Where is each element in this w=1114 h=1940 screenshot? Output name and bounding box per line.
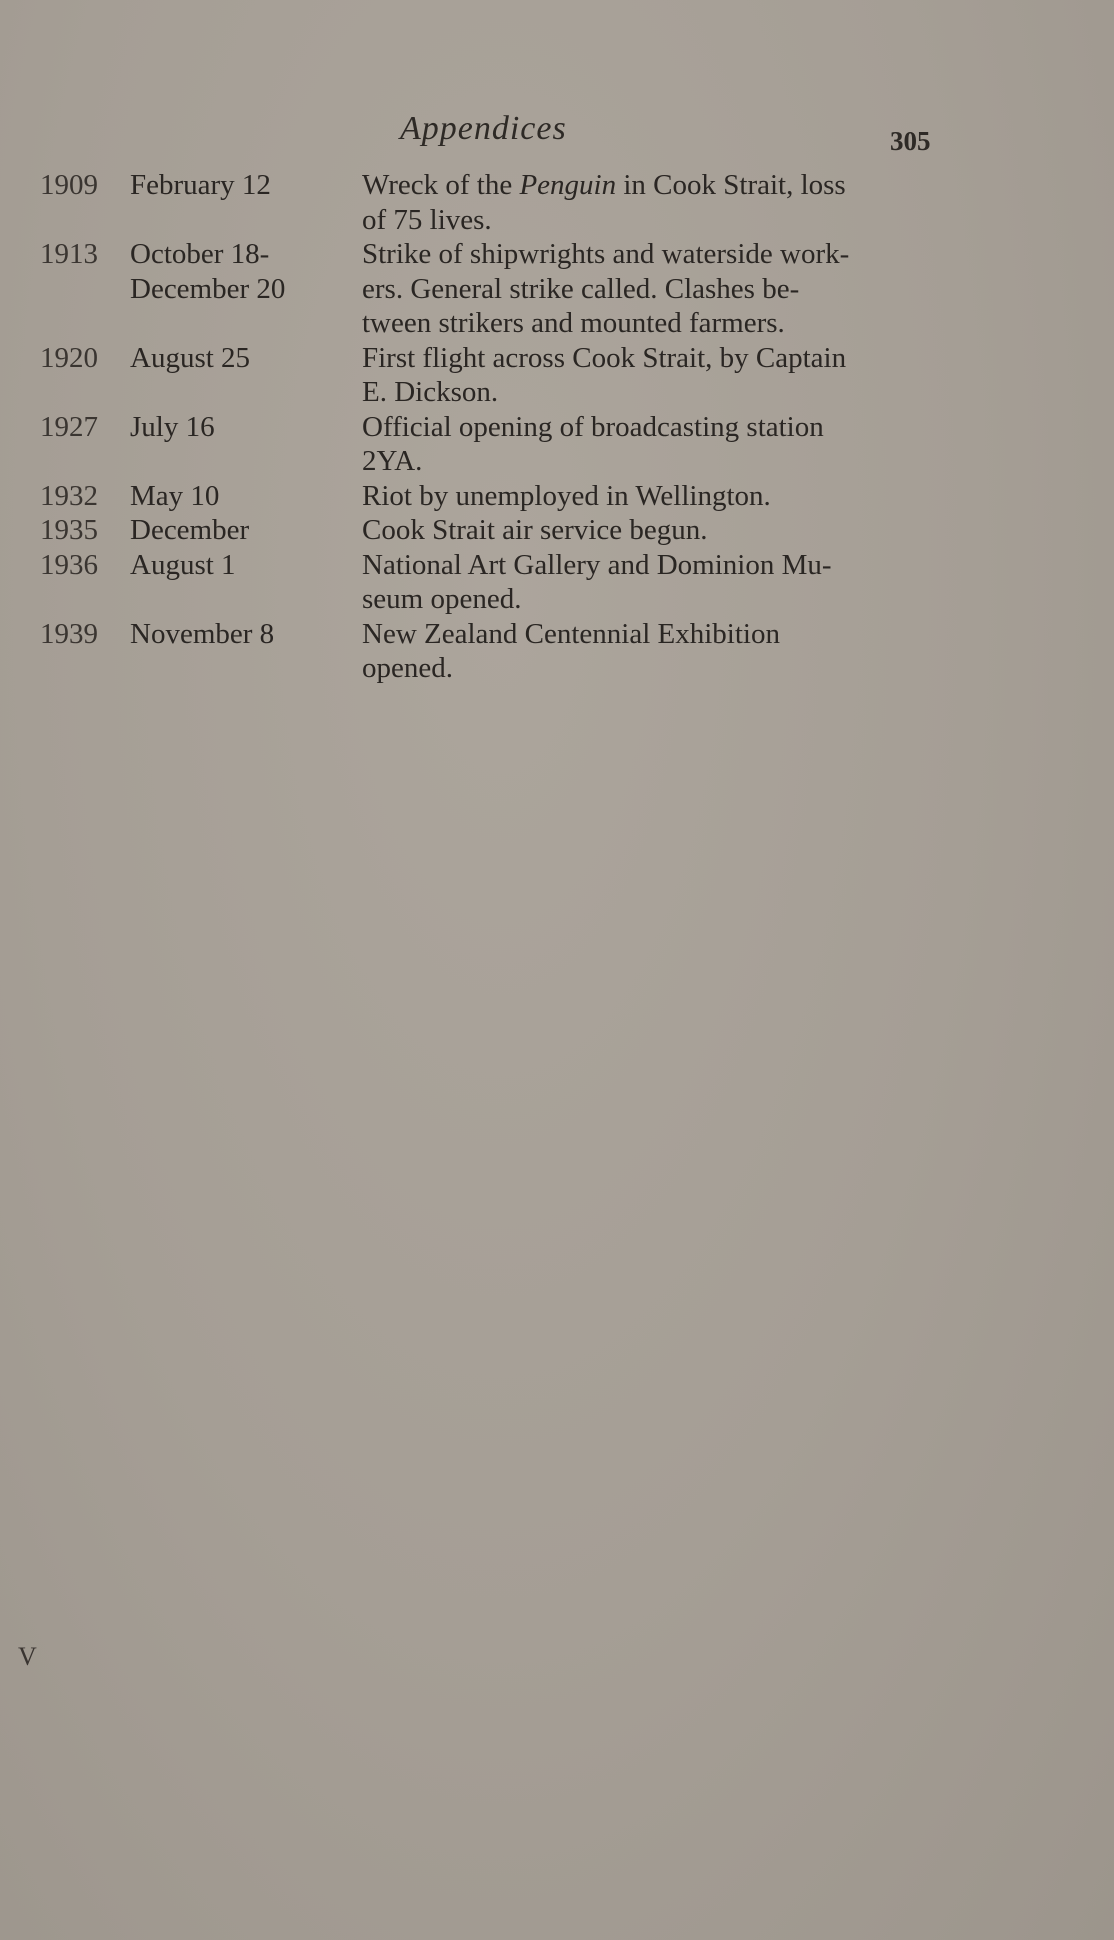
event-line: Cook Strait air service begun. [362, 514, 708, 546]
entry-event [362, 479, 922, 514]
date-line: December [130, 514, 250, 546]
entry-date [130, 168, 362, 203]
event-line: Official opening of broadcasting station [362, 410, 824, 443]
entry-event [362, 341, 922, 410]
chronology-entry [40, 548, 940, 617]
event-line: National Art Gallery and Dominion Mu- [362, 548, 832, 581]
chronology-entry [40, 513, 940, 548]
entry-year: 1913 [40, 238, 98, 270]
entry-event [362, 168, 922, 237]
chronology-table [40, 168, 940, 686]
event-line: 2YA. [362, 445, 423, 477]
date-line: November 8 [130, 617, 275, 650]
entry-event [362, 513, 922, 548]
event-line: tween strikers and mounted farmers. [362, 307, 785, 339]
event-line: New Zealand Centennial Exhibition [362, 617, 780, 650]
date-line: August 1 [130, 548, 236, 581]
chronology-entry [40, 410, 940, 479]
entry-event [362, 410, 922, 479]
entry-year: 1920 [40, 341, 98, 374]
entry-date [130, 410, 362, 445]
entry-year: 1932 [40, 479, 98, 512]
running-head: Appendices [400, 110, 567, 147]
event-line [362, 168, 922, 203]
chronology-entry [40, 617, 940, 686]
entry-date [130, 548, 362, 583]
date-line: July 16 [130, 410, 215, 443]
date-line: February 12 [130, 169, 271, 201]
entry-year: 1927 [40, 410, 98, 443]
date-line: May 10 [130, 479, 220, 512]
ship-name: Penguin [519, 169, 617, 201]
event-line: of 75 lives. [362, 203, 492, 236]
entry-date [130, 341, 362, 376]
entry-year: 1939 [40, 617, 98, 650]
event-line: ers. General strike called. Clashes be- [362, 272, 800, 305]
event-line: seum opened. [362, 583, 522, 615]
chronology-entry [40, 479, 940, 514]
entry-year: 1909 [40, 169, 98, 201]
event-text: in Cook Strait, loss [616, 169, 846, 201]
entry-date [130, 479, 362, 514]
event-text: Wreck of the [362, 169, 520, 201]
entry-year: 1936 [40, 548, 98, 581]
chronology-entry [40, 237, 940, 341]
event-line: Riot by unemployed in Wellington. [362, 479, 771, 512]
page-number: 305 [890, 126, 931, 156]
chronology-entry [40, 341, 940, 410]
signature-mark: V [18, 1642, 37, 1671]
entry-date [130, 513, 362, 548]
event-line: Strike of shipwrights and waterside work- [362, 238, 850, 270]
event-line: E. Dickson. [362, 376, 499, 408]
event-line: opened. [362, 652, 453, 684]
entry-event [362, 237, 922, 341]
entry-date [130, 237, 362, 306]
entry-event [362, 617, 922, 686]
entry-date [130, 617, 362, 652]
date-line: August 25 [130, 341, 251, 374]
chronology-entry [40, 168, 940, 237]
entry-event [362, 548, 922, 617]
entry-year: 1935 [40, 514, 98, 546]
event-line: First flight across Cook Strait, by Captain [362, 341, 847, 374]
date-line: October 18- [130, 238, 270, 270]
date-line: December 20 [130, 272, 286, 305]
